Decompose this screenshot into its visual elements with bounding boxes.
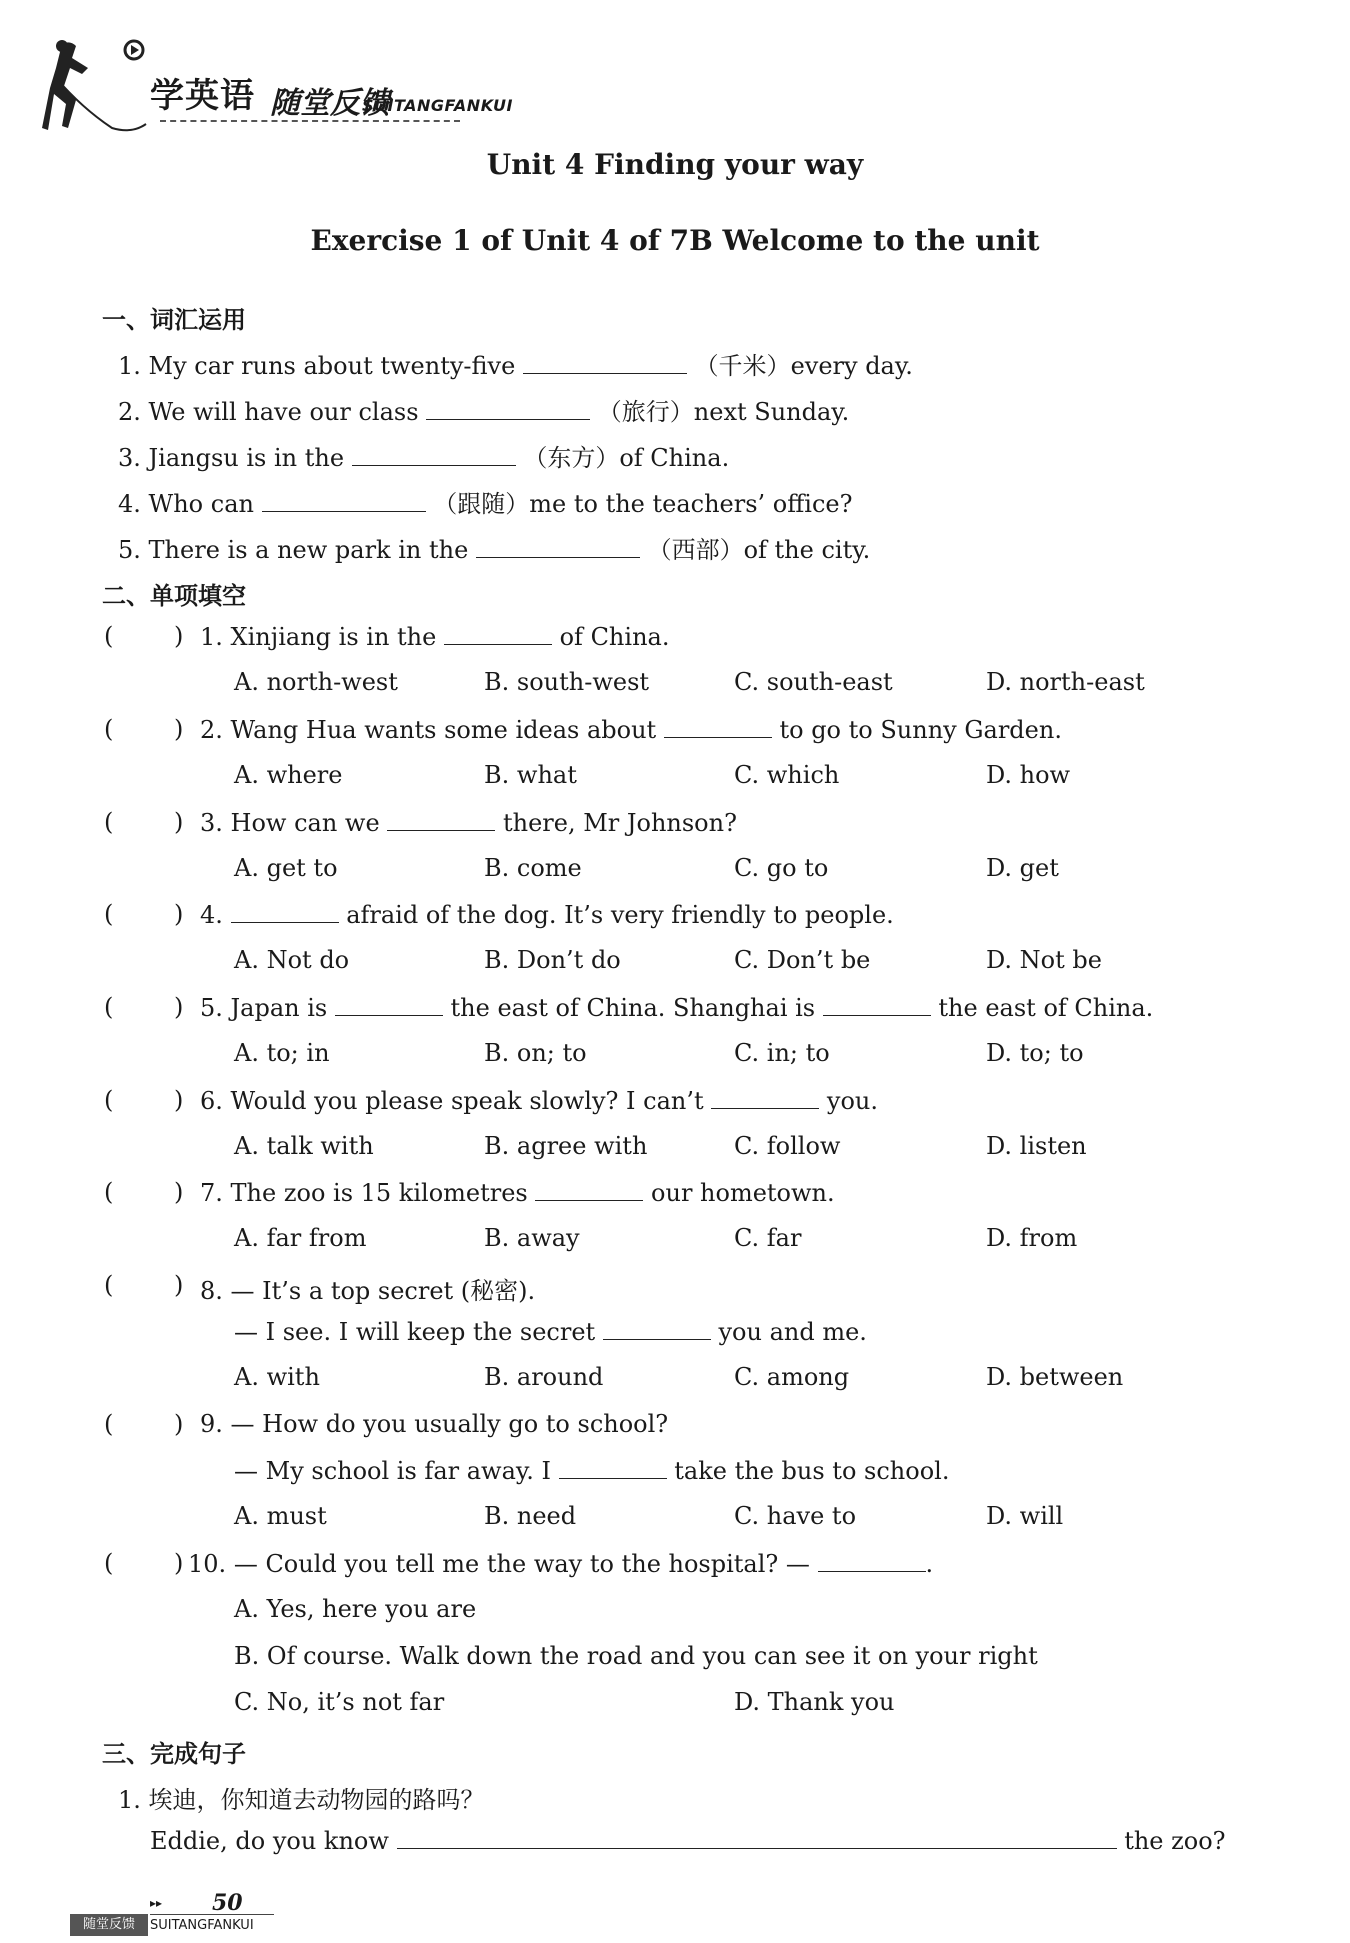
answer-blank [559,1456,667,1479]
answer-paren-close: ) [174,1549,184,1577]
option-d[interactable]: D. Not be [986,946,1102,974]
mc-question-4: 4. afraid of the dog. It’s very friendly to people. [200,901,894,929]
answer-paren-open: ( [104,993,114,1021]
page-number: 50 [212,1890,243,1916]
option-a[interactable]: A. Not do [234,946,350,974]
answer-blank [603,1317,711,1340]
section3-heading: 三、完成句子 [102,1740,246,1768]
vocab-item-1: 1. My car runs about twenty-five （千米）every day. [118,352,913,380]
answer-blank [823,993,931,1016]
answer-paren-close: ) [174,1271,184,1299]
answer-paren-open: ( [104,622,114,650]
answer-blank[interactable] [523,351,687,374]
option-a[interactable]: A. get to [234,854,338,882]
answer-paren-open: ( [104,1410,114,1438]
answer-paren-close: ) [174,1178,184,1206]
section2-heading: 二、单项填空 [102,582,246,610]
answer-blank [335,993,443,1016]
option-b[interactable]: B. need [484,1502,577,1530]
unit-title: Unit 4 Finding your way [486,148,864,181]
logo-subtitle: 随堂反馈 [270,86,390,121]
option-d[interactable]: D. get [986,854,1059,882]
answer-paren-close: ) [174,900,184,928]
answer-paren-open: ( [104,715,114,743]
option-b[interactable]: B. away [484,1224,580,1252]
option-a[interactable]: A. talk with [234,1132,374,1160]
option-a[interactable]: A. to; in [234,1039,330,1067]
mc-question-6: 6. Would you please speak slowly? I can’t you. [200,1087,878,1115]
option-d[interactable]: D. to; to [986,1039,1084,1067]
answer-blank [231,900,339,923]
answer-blank [444,622,552,645]
option-b[interactable]: B. come [484,854,582,882]
answer-paren-close: ) [174,993,184,1021]
answer-paren-open: ( [104,1271,114,1299]
vocab-item-5: 5. There is a new park in the （西部）of the city. [118,536,871,564]
option-b[interactable]: B. what [484,761,577,789]
option-c[interactable]: C. far [734,1224,802,1252]
logo-latin: SUITANGFANKUI [362,96,513,115]
section1-heading: 一、词汇运用 [102,306,246,334]
option-b[interactable]: B. south-west [484,668,650,696]
mc-question-2: 2. Wang Hua wants some ideas about to go to Sunny Garden. [200,716,1062,744]
footer-arrow-icon: ▸▸ [150,1896,163,1910]
option-c[interactable]: C. follow [734,1132,841,1160]
option-a[interactable]: A. where [234,761,343,789]
answer-blank [664,715,772,738]
footer-rule [150,1914,274,1915]
translation-item-1: Eddie, do you know the zoo? [150,1827,1226,1855]
option-b[interactable]: B. Don’t do [484,946,621,974]
option-a[interactable]: A. far from [234,1224,367,1252]
answer-blank[interactable] [262,489,426,512]
exercise-title: Exercise 1 of Unit 4 of 7B Welcome to the unit [310,224,1040,257]
answer-blank[interactable] [397,1826,1117,1849]
option-d[interactable]: D. from [986,1224,1078,1252]
option-c[interactable]: C. south-east [734,668,893,696]
header-logo [42,38,562,138]
mc-question-7: 7. The zoo is 15 kilometres our hometown. [200,1179,835,1207]
answer-paren-open: ( [104,900,114,928]
option-b[interactable]: B. agree with [484,1132,648,1160]
answer-paren-close: ) [174,715,184,743]
option-b[interactable]: B. around [484,1363,604,1391]
option-b[interactable]: B. on; to [484,1039,587,1067]
footer-latin: SUITANGFANKUI [150,1918,254,1933]
answer-paren-open: ( [104,1086,114,1114]
vocab-item-2: 2. We will have our class （旅行）next Sunday. [118,398,850,426]
footer-badge: 随堂反馈 [70,1914,148,1936]
answer-blank [535,1178,643,1201]
translation-prompt-1: 1. 埃迪，你知道去动物园的路吗？ [118,1786,485,1814]
answer-blank[interactable] [476,535,640,558]
option-c[interactable]: C. which [734,761,840,789]
option-d[interactable]: D. Thank you [734,1688,895,1716]
mc-question-3: 3. How can we there, Mr Johnson? [200,809,737,837]
answer-paren-open: ( [104,1549,114,1577]
option-a[interactable]: A. must [234,1502,327,1530]
answer-blank[interactable] [426,397,590,420]
option-d[interactable]: D. between [986,1363,1124,1391]
answer-blank [387,808,495,831]
answer-paren-close: ) [174,808,184,836]
option-d[interactable]: D. will [986,1502,1064,1530]
answer-paren-open: ( [104,1178,114,1206]
option-c[interactable]: C. Don’t be [734,946,871,974]
answer-paren-close: ) [174,1410,184,1438]
mc-question-5: 5. Japan is the east of China. Shanghai is the east of China. [200,994,1154,1022]
option-c[interactable]: C. No, it’s not far [234,1688,445,1716]
answer-paren-close: ) [174,622,184,650]
option-c[interactable]: C. go to [734,854,829,882]
option-b[interactable]: B. Of course. Walk down the road and you can see it on your right [234,1642,1038,1670]
mc-question-10: 10. — Could you tell me the way to the hospital? — . [188,1550,934,1578]
option-c[interactable]: C. have to [734,1502,857,1530]
mc-question-1: 1. Xinjiang is in the of China. [200,623,670,651]
option-d[interactable]: D. listen [986,1132,1087,1160]
option-c[interactable]: C. in; to [734,1039,830,1067]
logo-title: 学英语 [150,76,255,116]
answer-blank [818,1549,926,1572]
answer-blank [711,1086,819,1109]
option-d[interactable]: D. how [986,761,1071,789]
vocab-item-4: 4. Who can （跟随）me to the teachers’ office? [118,490,853,518]
answer-paren-close: ) [174,1086,184,1114]
option-a[interactable]: A. north-west [234,668,398,696]
vocab-item-3: 3. Jiangsu is in the （东方）of China. [118,444,730,472]
mc-question-9-line2: — My school is far away. I take the bus to school. [234,1457,950,1485]
logo-dashed-line [160,120,460,122]
mc-question-8: 8. — It’s a top secret (秘密). [200,1277,536,1305]
option-c[interactable]: C. among [734,1363,850,1391]
runner-logo-icon [42,38,152,138]
option-a[interactable]: A. with [234,1363,320,1391]
option-d[interactable]: D. north-east [986,668,1145,696]
answer-blank[interactable] [352,443,516,466]
mc-question-9: 9. — How do you usually go to school? [200,1410,669,1438]
option-a[interactable]: A. Yes, here you are [234,1595,477,1623]
answer-paren-open: ( [104,808,114,836]
mc-question-8-line2: — I see. I will keep the secret you and me. [234,1318,867,1346]
